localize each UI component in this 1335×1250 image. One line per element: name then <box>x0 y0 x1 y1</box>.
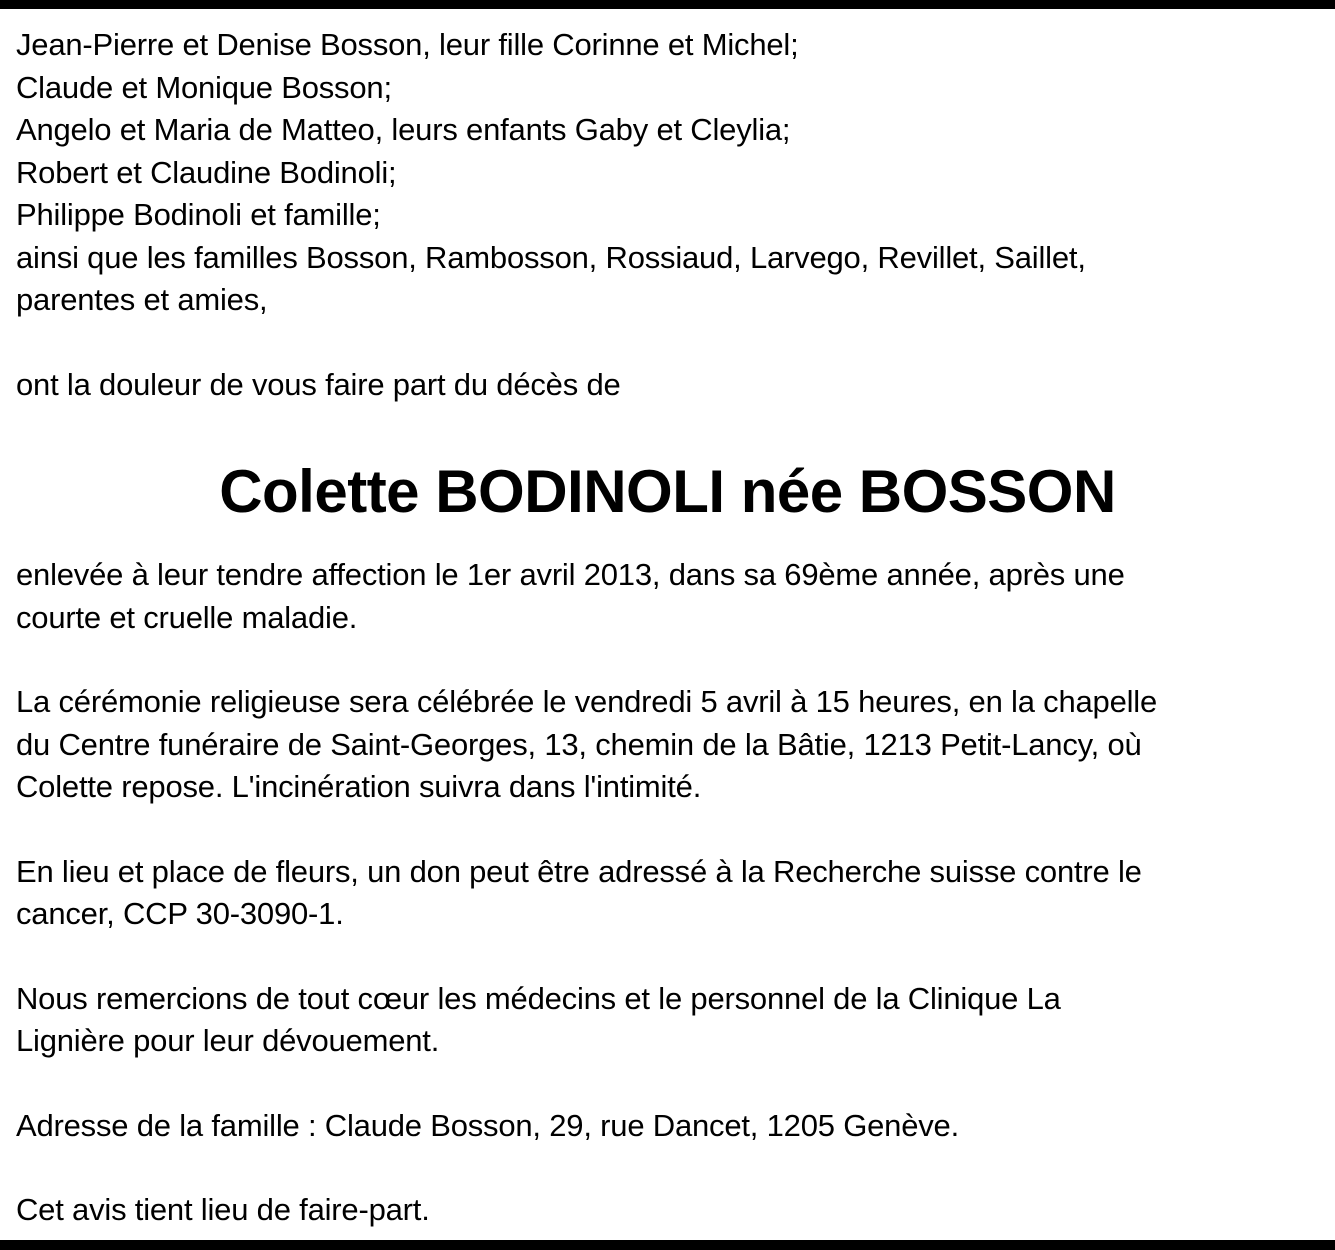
spacer <box>16 1147 1321 1189</box>
paragraph-line: En lieu et place de fleurs, un don peut être adressé à la Recherche suisse contre le <box>16 853 1142 889</box>
spacer <box>16 322 1321 364</box>
family-line: Angelo et Maria de Matteo, leurs enfants Gaby et Cleylia; <box>16 112 791 147</box>
family-line: parentes et amies, <box>16 282 268 317</box>
paragraph-line: enlevée à leur tendre affection le 1er avril 2013, dans sa 69ème année, après une <box>16 557 1125 592</box>
paragraph-line: courte et cruelle maladie. <box>16 599 358 635</box>
announcement-text: ont la douleur de vous faire part du décès de <box>16 366 621 402</box>
paragraph-line: Nous remercions de tout cœur les médecins et le personnel de la Clinique La <box>16 980 1061 1016</box>
spacer <box>16 1063 1321 1105</box>
family-line: Philippe Bodinoli et famille; <box>16 197 381 232</box>
paragraph-death-details <box>16 554 1321 639</box>
family-line: Robert et Claudine Bodinoli; <box>16 154 397 190</box>
top-border-rule <box>0 0 1335 9</box>
paragraph-line: Colette repose. L'incinération suivra dans l'intimité. <box>16 769 702 804</box>
notice-body <box>16 554 1321 1232</box>
paragraph-line: Adresse de la famille : Claude Bosson, 29, rue Dancet, 1205 Genève. <box>16 1107 959 1143</box>
deceased-name-heading: Colette BODINOLI née BOSSON <box>219 458 1116 525</box>
spacer <box>16 809 1321 851</box>
paragraph-line: cancer, CCP 30-3090-1. <box>16 896 344 931</box>
paragraph-thanks <box>16 978 1321 1063</box>
paragraph-donation <box>16 851 1321 936</box>
paragraph-ceremony <box>16 681 1321 809</box>
paragraph-line: Lignière pour leur dévouement. <box>16 1023 440 1058</box>
paragraph-line: Cet avis tient lieu de faire-part. <box>16 1192 430 1227</box>
paragraph-line: La cérémonie religieuse sera célébrée le vendredi 5 avril à 15 heures, en la chapelle <box>16 684 1158 719</box>
spacer <box>16 936 1321 978</box>
spacer <box>16 639 1321 681</box>
family-list <box>16 24 1321 406</box>
bottom-border-rule <box>0 1240 1335 1250</box>
paragraph-family-address <box>16 1105 1321 1148</box>
paragraph-closing <box>16 1189 1321 1232</box>
paragraph-line: du Centre funéraire de Saint-Georges, 13, chemin de la Bâtie, 1213 Petit-Lancy, où <box>16 726 1142 762</box>
family-line: ainsi que les familles Bosson, Rambosson, Rossiaud, Larvego, Revillet, Saillet, <box>16 239 1086 275</box>
family-line: Jean-Pierre et Denise Bosson, leur fille Corinne et Michel; <box>16 27 799 62</box>
family-line: Claude et Monique Bosson; <box>16 69 392 105</box>
